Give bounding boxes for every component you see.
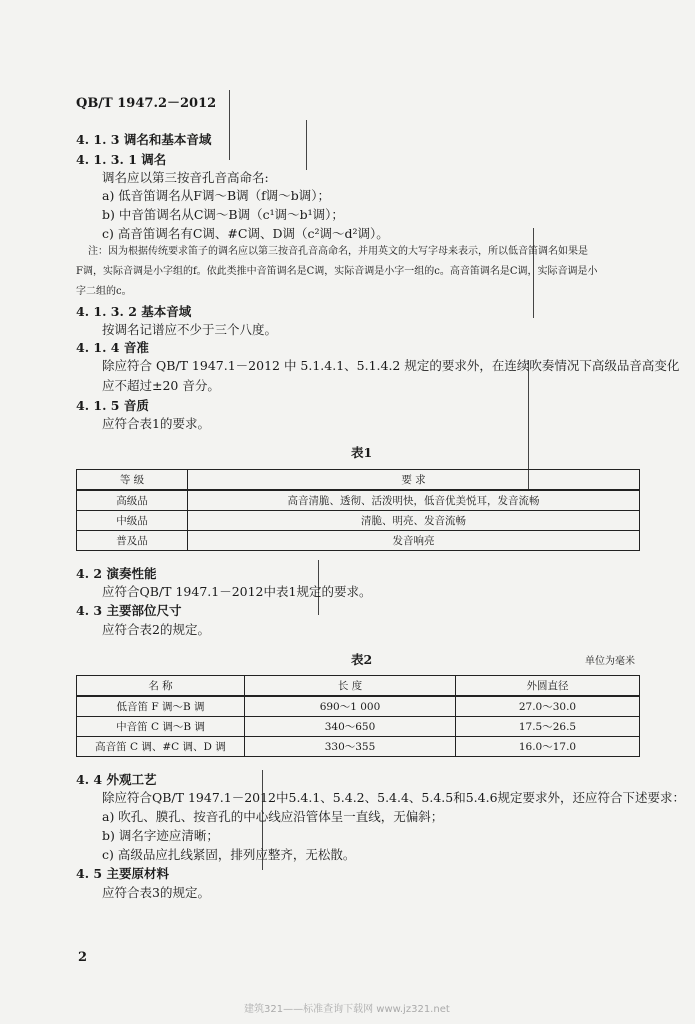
footer-watermark: 建筑321——标准查询下载网 www.jz321.net — [244, 1004, 450, 1015]
table-caption: 表2 — [351, 652, 373, 667]
list-item: b) 调名字迹应清晰； — [102, 828, 219, 843]
dimension-table — [76, 675, 640, 757]
section-heading: 4. 3 主要部位尺寸 — [76, 603, 182, 618]
list-item: c) 高音笛调名有C调、#C调、D调（c²调～d²调）。 — [102, 226, 389, 241]
section-heading: 4. 1. 3. 2 基本音域 — [76, 304, 192, 319]
list-item: c) 高级品应扎线紧固，排列应整齐，无松散。 — [102, 847, 356, 862]
list-item: b) 中音笛调名从C调～B调（c¹调～b¹调）； — [102, 207, 344, 222]
list-item: a) 低音笛调名从F调～B调（f调～b调）； — [102, 188, 331, 203]
table-header-cell: 长 度 — [245, 676, 456, 697]
section-heading: 4. 1. 3 调名和基本音域 — [76, 132, 212, 147]
table-row — [77, 696, 640, 717]
table-cell: 低音笛 F 调～B 调 — [77, 696, 245, 717]
table-cell: 高音清脆、透彻、活泼明快，低音优美悦耳，发音流畅 — [188, 490, 640, 511]
table-header-cell: 等 级 — [77, 470, 188, 491]
table-header-row — [77, 676, 640, 697]
table-cell: 普及品 — [77, 531, 188, 551]
paragraph: 应不超过±20 音分。 — [102, 378, 220, 393]
section-heading: 4. 5 主要原材料 — [76, 866, 169, 881]
section-heading: 4. 1. 4 音准 — [76, 340, 149, 355]
table-cell: 发音响亮 — [188, 531, 640, 551]
table-cell: 高级品 — [77, 490, 188, 511]
table-row — [77, 717, 640, 737]
table-cell: 中级品 — [77, 511, 188, 531]
table-header-cell: 要 求 — [188, 470, 640, 491]
table-cell: 17.5～26.5 — [456, 717, 640, 737]
table-cell: 690～1 000 — [245, 696, 456, 717]
table-caption: 表1 — [351, 445, 373, 460]
scan-line — [229, 90, 230, 160]
table-header-cell: 名 称 — [77, 676, 245, 697]
paragraph: 调名应以第三按音孔音高命名: — [102, 170, 269, 185]
section-heading: 4. 1. 3. 1 调名 — [76, 152, 167, 167]
note-text: 注：因为根据传统要求笛子的调名应以第三按音孔音高命名，并用英文的大写字母来表示，所以低音笛调名如果是 — [88, 246, 588, 257]
table-cell: 16.0～17.0 — [456, 737, 640, 757]
table-cell: 清脆、明亮、发音流畅 — [188, 511, 640, 531]
page-number: 2 — [78, 950, 88, 965]
table-cell: 340～650 — [245, 717, 456, 737]
section-heading: 4. 1. 5 音质 — [76, 398, 149, 413]
table-row — [77, 511, 640, 531]
note-text: 字二组的c。 — [76, 286, 132, 297]
table-row — [77, 490, 640, 511]
list-item: a) 吹孔、膜孔、按音孔的中心线应沿管体呈一直线，无偏斜； — [102, 809, 444, 824]
paragraph: 按调名记谱应不少于三个八度。 — [102, 322, 278, 337]
paragraph: 应符合表2的规定。 — [102, 622, 210, 637]
section-heading: 4. 2 演奏性能 — [76, 566, 157, 581]
table-header-row — [77, 470, 640, 491]
paragraph: 应符合表3的规定。 — [102, 885, 210, 900]
table-cell: 330～355 — [245, 737, 456, 757]
table-cell: 高音笛 C 调、#C 调、D 调 — [77, 737, 245, 757]
table-row — [77, 737, 640, 757]
paragraph: 除应符合 QB/T 1947.1－2012 中 5.1.4.1、5.1.4.2 规定的要求外，在连续吹奏情况下高级品音高变化 — [102, 358, 680, 373]
table-cell: 中音笛 C 调～B 调 — [77, 717, 245, 737]
scan-line — [306, 120, 307, 170]
document-header: QB/T 1947.2－2012 — [76, 96, 217, 111]
paragraph: 除应符合QB/T 1947.1－2012中5.4.1、5.4.2、5.4.4、5.4.5和5.4.6规定要求外，还应符合下述要求： — [102, 790, 686, 805]
table-cell: 27.0～30.0 — [456, 696, 640, 717]
quality-table — [76, 469, 640, 551]
table-row — [77, 531, 640, 551]
paragraph: 应符合表1的要求。 — [102, 416, 210, 431]
note-text: F调，实际音调是小字组的f。依此类推中音笛调名是C调，实际音调是小字一组的c。高音笛调名是C调，实际音调是小 — [76, 266, 598, 277]
table-header-cell: 外圆直径 — [456, 676, 640, 697]
paragraph: 应符合QB/T 1947.1－2012中表1规定的要求。 — [102, 584, 372, 599]
table-unit: 单位为毫米 — [585, 656, 635, 667]
section-heading: 4. 4 外观工艺 — [76, 772, 157, 787]
